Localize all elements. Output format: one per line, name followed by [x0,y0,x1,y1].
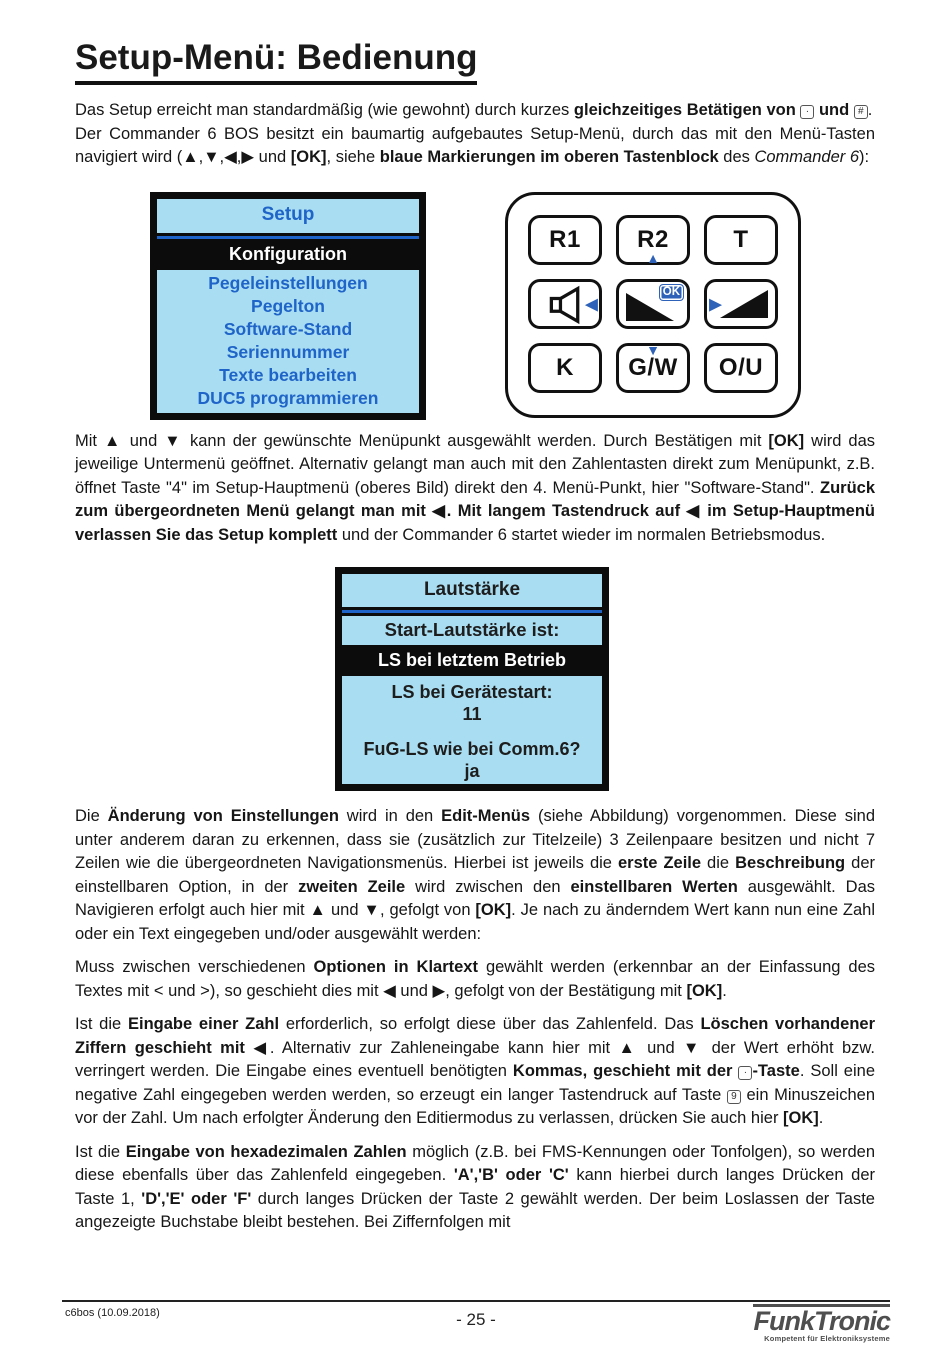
text-run: ausgewählt. Das Navigieren erfolgt auch hier mit ▲ und ▼, gefolgt von [75,877,876,919]
text-run: wird das jeweilige Untermenü geöffnet. Alternativ gelangt man auch mit den Zahlentasten direkt zum Menüpunkt, z.B. öffnet Taste "4" im Setup-Hauptmenü (oberes Bild) direkt den 4. Menü-Punkt, hier "Software-Stand". [75,431,875,497]
text-run: zweiten Zeile [298,877,406,896]
key-ou [704,343,778,393]
text-run: Ist die [75,1015,128,1033]
lcd-menu-item: Pegelton [251,296,325,317]
text-run: gewählt werden (erkennbar an der Einfassung des Textes mit < und >), so geschieht dies mit ◀ und ▶, gefolgt von der Bestätigung mit [75,958,876,1000]
text-run: [OK] [783,1109,819,1127]
text-run: . Je nach zu änderndem Wert kann nun eine Zahl oder ein Text eingegeben und/oder ausgewählt werden: [75,901,875,943]
text-run: der einstellbaren Option, in der [75,854,875,896]
text-run: Ist die [75,1142,126,1161]
paragraph-hex-entry [75,1141,875,1235]
text-run: kann hierbei durch langes Drücken der Taste 1, [75,1166,875,1208]
text-run: blaue Markierungen im oberen Tastenblock [379,148,719,166]
text-run: 'A','B' oder 'C' [453,1166,569,1184]
paragraph-options-klartext [75,956,875,1003]
logo-tagline: Kompetent für Elektroniksysteme [764,1334,890,1343]
lcd-selected-item: Konfiguration [157,242,419,267]
text-run: [OK] [768,431,805,450]
lcd-menu-item: Pegeleinstellungen [208,273,368,294]
text-run: wird zwischen den [405,877,571,896]
lcd-menu-item: DUC5 programmieren [197,387,379,408]
nav-up-icon: ▲ [646,249,660,266]
text-run: . Soll eine negative Zahl eingegeben werden werden, so erzeugt ein langer Tastendruck auf Taste [75,1062,876,1104]
key-label: K [556,353,574,381]
text-run: ein Minuszeichen vor der Zahl. Um nach erfolgter Änderung den Editiermodus zu verlassen, drücken Sie auch hier [75,1085,876,1127]
volume-menu-screenshot [335,567,609,791]
text-run: einstellbaren Werten [570,877,738,896]
text-run: [OK] [475,901,512,919]
figure-row [75,192,875,422]
text-run: [OK] [686,981,723,1000]
text-run: möglich (z.B. bei FMS-Kennungen oder Tonfolgen), so werden diese ebenfalls über das Zahlenfeld eingegeben. [75,1142,876,1184]
text-run: , siehe [326,148,380,166]
nav-left-icon: ◀ [584,294,598,313]
text-run: Änderung von Einstellungen [107,807,339,825]
funktronic-logo [753,1304,890,1343]
keypad-row-2 [528,279,778,329]
lcd-row-label: FuG-LS wie bei Comm.6? [363,739,581,759]
keypad-row-3 [528,343,778,393]
text-run: Löschen vorhandener Ziffern geschieht mit [75,1015,875,1057]
key-gw [616,343,690,393]
key-volume-up [704,279,778,329]
figure-volume-menu [75,567,875,793]
text-run: Optionen in Klartext [313,958,478,976]
text-run: ◀. Alternativ zur Zahleneingabe kann hier mit ▲ und ▼ der Wert erhöht bzw. verringert werden. Die Eingabe eines eventuell benötigten [75,1038,875,1080]
keypad-row-1 [528,215,778,265]
lcd-title: Lautstärke [342,574,602,607]
ok-badge: OK [659,284,684,302]
key-volume-down-ok [616,279,690,329]
key-label: T [733,225,749,253]
keycap-icon: # [854,105,868,119]
speaker-icon [545,283,585,325]
key-label: O/U [718,353,764,381]
text-run: . [818,1109,824,1127]
text-run: 'D','E' oder 'F' [141,1189,252,1208]
lcd-menu-item: Seriennummer [226,341,350,362]
key-speaker [528,279,602,329]
key-label: R2 [637,225,669,253]
lcd-title: Setup [157,199,419,233]
text-run: und der Commander 6 startet wieder im normalen Betriebsmodus. [337,525,826,544]
text-run: Eingabe von hexadezimalen Zahlen [125,1142,407,1161]
text-run: Edit-Menüs [441,807,531,825]
text-run: Das Setup erreicht man standardmäßig (wie gewohnt) durch kurzes [75,101,574,119]
page-footer [62,1300,890,1344]
lcd-menu-item: Software-Stand [223,319,353,340]
keycap-icon: · [738,1066,752,1080]
keycap-icon: · [800,105,814,119]
text-run: die [701,854,736,872]
text-run: Die [75,807,108,825]
lcd-divider [157,236,419,239]
setup-menu-screenshot [150,192,426,420]
text-run: Kommas, geschieht mit der [512,1062,739,1080]
key-k [528,343,602,393]
text-run: erforderlich, so erfolgt diese über das Zahlenfeld. Das [279,1015,701,1033]
text-run: Mit ▲ und ▼ kann der gewünschte Menüpunkt ausgewählt werden. Durch Bestätigen mit [75,431,769,450]
lcd-row-label: LS bei Gerätestart: [391,682,553,702]
lcd-menu-item: Texte bearbeiten [219,364,357,385]
lcd-row-value: 11 [462,704,482,724]
key-r2 [616,215,690,265]
text-run: gleichzeitiges Betätigen von [573,101,801,119]
text-run: durch langes Drücken der Taste 2 gewählt werden. Der beim Loslassen der Taste angezeigte Buchstabe bleibt bestehen. Bei Ziffernfolgen mit [75,1189,875,1231]
text-run: . [722,981,727,1000]
lcd-row-label: Start-Lautstärke ist: [342,616,602,645]
key-t [704,215,778,265]
lcd-row-value: ja [464,761,480,781]
text-run: Muss zwischen verschiedenen [75,958,314,976]
text-run: [OK] [290,148,327,166]
nav-right-icon: ▶ [709,294,723,313]
text-run: . [867,101,873,119]
text-run: Eingabe einer Zahl [127,1015,280,1033]
lcd-item-list [157,270,419,413]
lcd-spacer [342,725,602,738]
text-run: Beschreibung [735,854,846,872]
lcd-edit-body [342,676,602,784]
key-label: G/W [628,353,678,381]
nav-down-icon: ▼ [646,341,660,358]
paragraph-number-entry [75,1013,875,1131]
lcd-divider [342,610,602,613]
page-title: Setup-Menü: Bedienung [75,38,477,85]
document-id: c6bos (10.09.2018) [65,1307,160,1319]
text-run: Zurück zum übergeordneten Menü gelangt man mit ◀. Mit langem Tastendruck auf ◀ im Setup-Hauptmenü verlassen Sie das Setup komplett [75,478,875,544]
text-run: und [818,101,854,119]
text-run: (siehe Abbildung) vorgenommen. Diese sind unter anderem daran zu erkennen, dass sie (zusätzlich zur Titelzeile) 3 Zeilenpaare besitzen und nicht 7 Zeilen wie die übergeordneten Navigationsmenüs. Hierbei ist jeweils die [75,807,875,872]
text-run: Commander 6 [754,148,860,166]
key-label: R1 [549,225,581,253]
paragraph-intro-2 [75,123,875,170]
keycap-icon: 9 [727,1090,741,1104]
paragraph-intro-1 [75,99,875,123]
paragraph-navigation [75,430,875,548]
volume-up-icon [718,288,770,320]
text-run: ): [859,148,870,166]
text-run: wird in den [338,807,442,825]
lcd-selected-value: LS bei letztem Betrieb [342,648,602,673]
text-run: Der Commander 6 BOS besitzt ein baumartig aufgebautes Setup-Menü, durch das mit den Menü-Tasten navigiert wird (▲,▼,◀,▶ und [75,124,875,166]
text-run: erste Zeile [617,854,702,872]
logo-text: FunkTronic [753,1306,890,1336]
text-run: des [718,148,755,166]
key-r1 [528,215,602,265]
page-number: - 25 - [456,1310,496,1329]
text-run: -Taste [752,1062,800,1080]
paragraph-edit-menus [75,805,875,946]
keypad-figure [505,192,801,418]
